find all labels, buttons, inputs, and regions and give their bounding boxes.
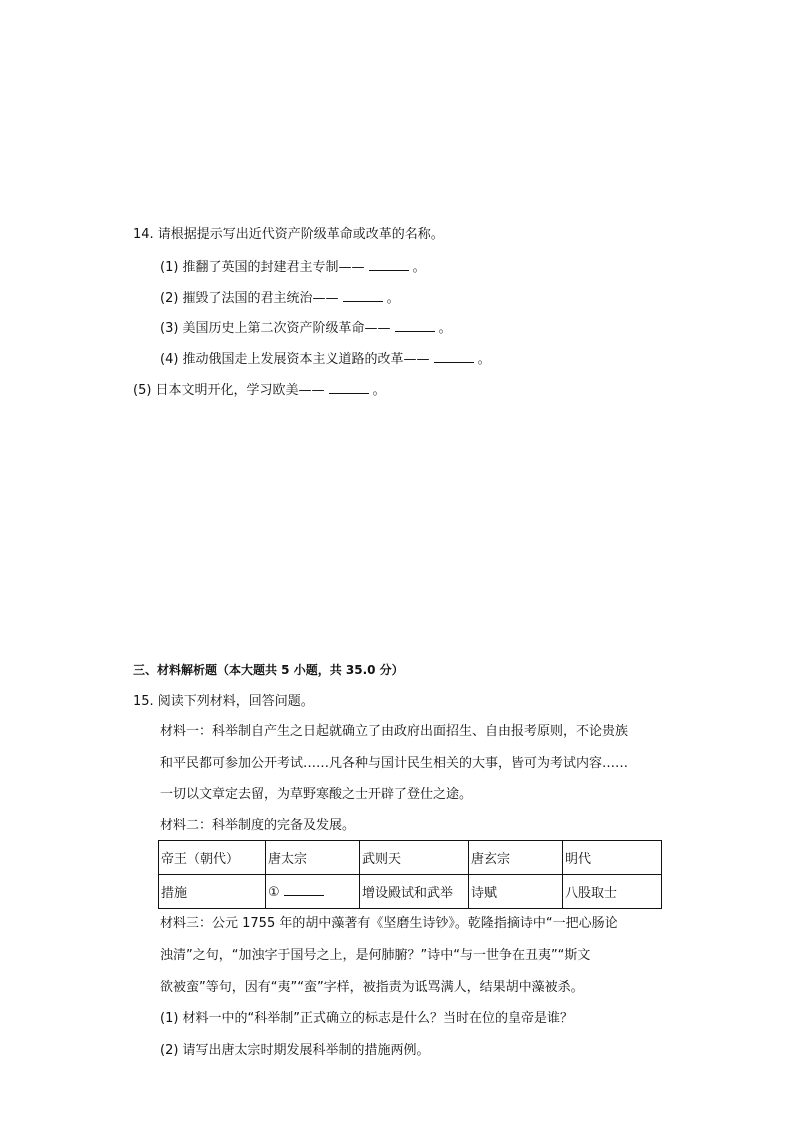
table-cell: 八股取士 (563, 875, 662, 909)
question-14-item-4: (4) 推动俄国走上发展资本主义道路的改革—— 。 (160, 352, 491, 367)
table-cell: 措施 (159, 875, 266, 909)
table-cell: 增设殿试和武举 (360, 875, 469, 909)
table-cell: 诗赋 (469, 875, 563, 909)
material-3-line-3: 欲被蛮”等句，因有“夷”“蛮”字样，被指责为诋骂满人，结果胡中藻被杀。 (160, 980, 584, 995)
material-1-line-3: 一切以文章定去留，为草野寒酸之士开辟了登仕之途。 (160, 787, 473, 802)
material-1-line-1: 材料一：科举制自产生之日起就确立了由政府出面招生、自由报考原则，不论贵族 (160, 724, 629, 739)
table-cell: 武则天 (360, 841, 469, 875)
answer-blank[interactable] (284, 883, 324, 896)
table-cell: 明代 (563, 841, 662, 875)
material-3-line-2: 浊清”之句，“加浊字于国号之上，是何肺腑？”诗中“与一世争在丑夷”“斯文 (160, 948, 591, 963)
question-15-stem: 15. 阅读下列材料，回答问题。 (133, 694, 314, 709)
answer-blank[interactable] (329, 381, 369, 394)
question-14-item-1: (1) 推翻了英国的封建君主专制—— 。 (160, 260, 426, 275)
table-row (159, 841, 662, 875)
section-3-title: 三、材料解析题（本大题共 5 小题，共 35.0 分） (133, 663, 404, 677)
table-cell: ① (266, 875, 360, 909)
question-14-item-2: (2) 摧毁了法国的君主统治—— 。 (160, 291, 400, 306)
question-14-item-3: (3) 美国历史上第二次资产阶级革命—— 。 (160, 321, 452, 336)
question-14-stem: 14. 请根据提示写出近代资产阶级革命或改革的名称。 (133, 227, 444, 242)
answer-blank[interactable] (369, 258, 409, 271)
question-15-part-2: (2) 请写出唐太宗时期发展科举制的措施两例。 (160, 1043, 430, 1058)
exam-reform-table (158, 840, 662, 909)
material-3-line-1: 材料三：公元 1755 年的胡中藻著有《坚磨生诗钞》。乾隆指摘诗中“一把心肠论 (160, 916, 618, 931)
table-row (159, 875, 662, 909)
table-cell: 唐玄宗 (469, 841, 563, 875)
question-14-item-5: (5) 日本文明开化，学习欧美—— 。 (133, 383, 386, 398)
answer-blank[interactable] (395, 319, 435, 332)
table-cell: 唐太宗 (266, 841, 360, 875)
answer-blank[interactable] (343, 289, 383, 302)
question-15-part-1: (1) 材料一中的“科举制”正式确立的标志是什么？当时在位的皇帝是谁？ (160, 1011, 574, 1026)
answer-blank[interactable] (434, 350, 474, 363)
material-1-line-2: 和平民都可参加公开考试……凡各种与国计民生相关的大事，皆可为考试内容…… (160, 756, 629, 771)
table-cell: 帝王（朝代） (159, 841, 266, 875)
material-2-title: 材料二：科举制度的完备及发展。 (160, 818, 356, 833)
